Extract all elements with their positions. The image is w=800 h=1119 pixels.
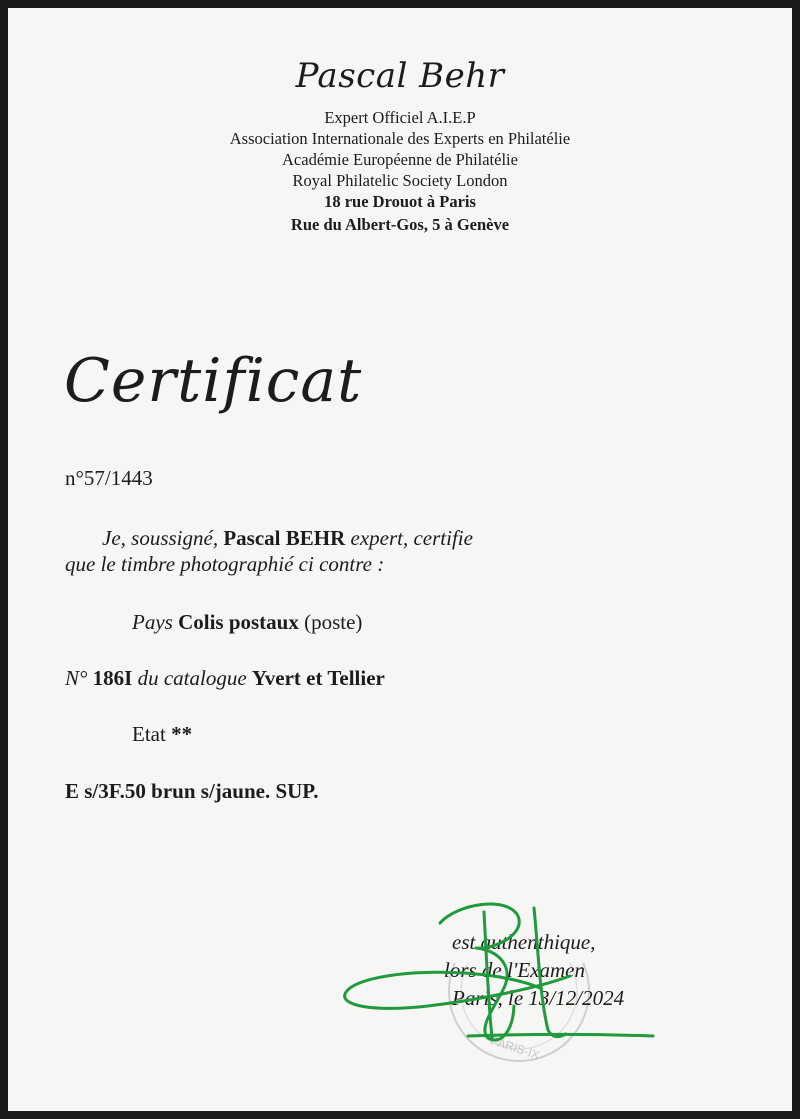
catalogue-line <box>65 666 385 691</box>
signature-loop <box>345 972 570 1008</box>
expert-name: Pascal BEHR <box>223 526 346 550</box>
header-line-1: Expert Officiel A.I.E.P <box>324 108 476 127</box>
header-address-geneve: Rue du Albert-Gos, 5 à Genève <box>290 215 510 234</box>
expert-signature <box>308 888 668 1058</box>
statement-prefix: Je, soussigné, <box>102 526 219 550</box>
stamp-description: E s/3F.50 brun s/jaune. SUP. <box>65 779 319 803</box>
header-line-3: Académie Européenne de Philatélie <box>282 150 518 169</box>
condition-value: ** <box>171 722 193 746</box>
certificate-number: n°57/1443 <box>65 466 153 490</box>
header-signature: Pascal Behr <box>295 56 505 96</box>
catalogue-number: 186I <box>92 666 133 690</box>
country-label: Pays <box>132 610 173 634</box>
catalogue-name: Yvert et Tellier <box>251 666 385 690</box>
country-line <box>132 610 362 635</box>
statement-line-2: que le timbre photographié ci contre : <box>65 552 385 576</box>
certificate-page <box>8 8 792 1111</box>
condition-line <box>132 722 192 747</box>
auth-line-2: lors de l'Examen <box>444 958 585 982</box>
country-value: Colis postaux <box>178 610 299 634</box>
header-line-4: Royal Philatelic Society London <box>292 171 508 190</box>
statement-suffix: expert, certifie <box>350 526 473 550</box>
catalogue-prefix: N° <box>65 666 88 690</box>
header-line-2: Association Internationale des Experts en Philatélie <box>229 129 571 148</box>
signature-tail <box>534 908 566 1037</box>
auth-line-3: Paris, le 13/12/2024 <box>452 986 625 1010</box>
country-note: (poste) <box>304 610 363 634</box>
catalogue-middle: du catalogue <box>137 666 247 690</box>
certificate-title: Certificat <box>64 346 363 416</box>
auth-line-1: est authenthique, <box>452 930 596 954</box>
condition-label: Etat <box>132 722 166 746</box>
postmark-text: PARIS-IX <box>488 1033 542 1063</box>
statement-line-1 <box>102 526 473 551</box>
signature-underline <box>468 1035 653 1037</box>
header-address-paris: 18 rue Drouot à Paris <box>324 192 476 211</box>
